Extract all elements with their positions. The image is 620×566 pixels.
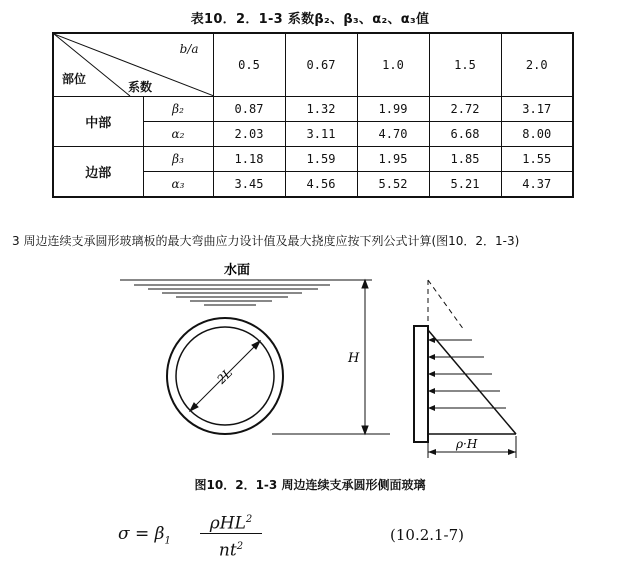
ratio-label: b/a xyxy=(179,42,199,56)
table-cell: 4.70 xyxy=(357,122,429,147)
table-cell: 1.55 xyxy=(501,147,573,172)
table-cell: 6.68 xyxy=(429,122,501,147)
formula-numerator: ρHL$^2$ xyxy=(209,513,253,534)
ratio-header: 1.5 xyxy=(429,33,501,97)
table-cell: 2.72 xyxy=(429,97,501,122)
table-header-row xyxy=(53,33,573,97)
body-paragraph: 3 周边连续支承圆形玻璃板的最大弯曲应力设计值及最大挠度应按下列公式计算(图10．2．1-3) xyxy=(12,234,520,248)
figure-caption: 图10．2．1-3 周边连续支承圆形侧面玻璃 xyxy=(194,478,426,492)
table-cell: 3.17 xyxy=(501,97,573,122)
part-middle: 中部 xyxy=(53,97,143,147)
table-cell: 5.52 xyxy=(357,172,429,198)
table-row xyxy=(53,97,573,122)
table-cell: 1.95 xyxy=(357,147,429,172)
table-cell: 1.59 xyxy=(285,147,357,172)
water-surface-label: 水面 xyxy=(224,263,251,278)
water-surface-lines xyxy=(120,280,372,305)
table-cell: 5.21 xyxy=(429,172,501,198)
formula-fraction xyxy=(200,508,262,559)
coef-symbol: β₂ xyxy=(143,97,213,122)
table-cell: 4.56 xyxy=(285,172,357,198)
pressure-label: ρ·H xyxy=(456,437,478,451)
coef-symbol: α₂ xyxy=(143,122,213,147)
table-cell: 3.11 xyxy=(285,122,357,147)
glass-figure xyxy=(0,258,620,468)
depth-dimension xyxy=(272,280,390,434)
coef-symbol: β₃ xyxy=(143,147,213,172)
diameter-label: 2L xyxy=(214,365,236,387)
table-row xyxy=(53,147,573,172)
equation-number: (10.2.1-7) xyxy=(390,526,465,544)
coef-symbol: α₃ xyxy=(143,172,213,198)
ratio-header: 1.0 xyxy=(357,33,429,97)
diagonal-header-cell xyxy=(53,33,213,97)
coef-label: 系数 xyxy=(128,80,153,94)
part-edge: 边部 xyxy=(53,147,143,198)
table-cell: 3.45 xyxy=(213,172,285,198)
table-cell: 0.87 xyxy=(213,97,285,122)
ratio-header: 0.5 xyxy=(213,33,285,97)
formula-denominator: $nt^2$ xyxy=(218,540,244,561)
table-cell: 8.00 xyxy=(501,122,573,147)
depth-label: H xyxy=(348,351,360,366)
table-cell: 1.99 xyxy=(357,97,429,122)
part-label: 部位 xyxy=(62,72,87,86)
coefficient-table xyxy=(52,32,574,198)
table-cell: 1.32 xyxy=(285,97,357,122)
pressure-diagram xyxy=(414,280,516,458)
ratio-header: 0.67 xyxy=(285,33,357,97)
table-cell: 1.85 xyxy=(429,147,501,172)
table-cell: 1.18 xyxy=(213,147,285,172)
formula-lhs: $\sigma = \beta_1$ xyxy=(118,524,171,547)
table-cell: 2.03 xyxy=(213,122,285,147)
table-cell: 4.37 xyxy=(501,172,573,198)
table-title: 表10．2．1-3 系数β₂、β₃、α₂、α₃值 xyxy=(190,12,430,27)
ratio-header: 2.0 xyxy=(501,33,573,97)
